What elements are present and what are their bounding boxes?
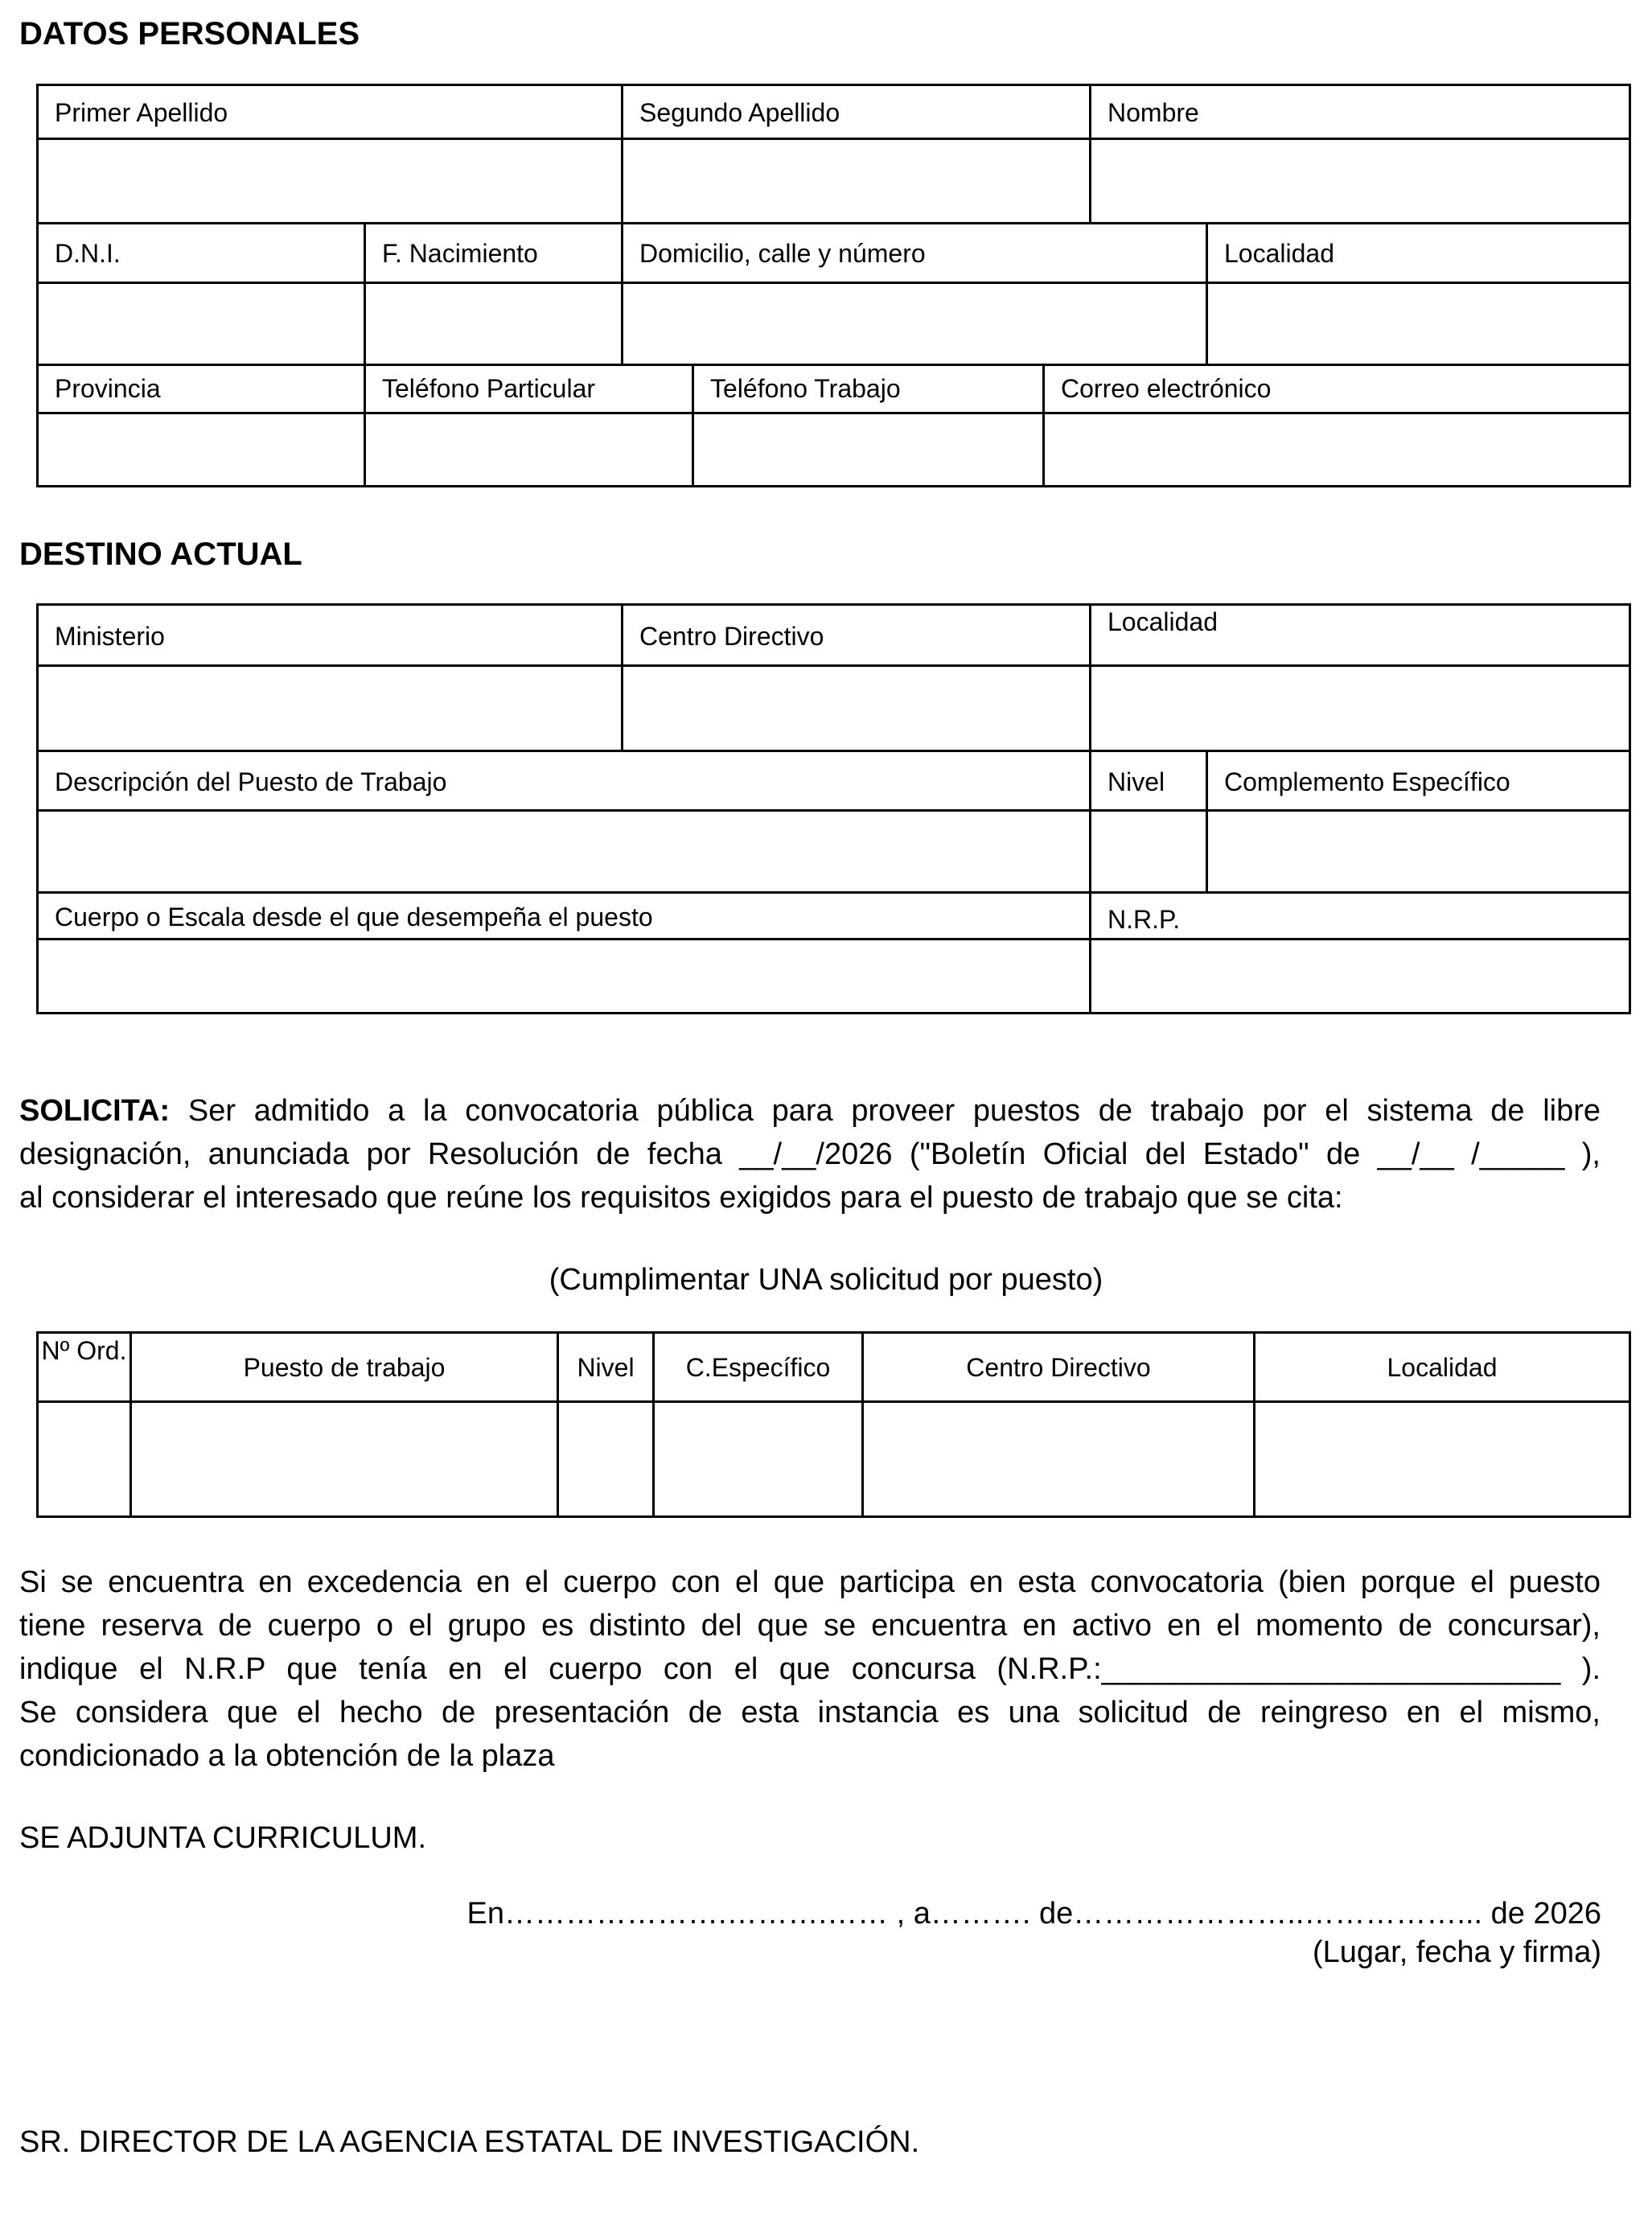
label-complemento-especifico: Complemento Específico (1224, 767, 1510, 796)
field-ministerio[interactable] (39, 667, 621, 750)
field-dni[interactable] (39, 284, 364, 364)
firma-caption: (Lugar, fecha y firma) (1312, 1935, 1601, 1969)
label-f-nacimiento: F. Nacimiento (382, 239, 538, 268)
table-rule (36, 1012, 1631, 1014)
label-correo: Correo electrónico (1061, 374, 1272, 403)
header-localidad: Localidad (1387, 1353, 1498, 1382)
excedencia-line-5: condicionado a la obtención de la plaza (19, 1739, 555, 1773)
field-puesto-centro-directivo[interactable] (864, 1403, 1253, 1515)
label-localidad: Localidad (1224, 239, 1334, 268)
label-primer-apellido: Primer Apellido (55, 98, 228, 127)
field-f-nacimiento[interactable] (366, 284, 621, 364)
field-segundo-apellido[interactable] (623, 140, 1089, 222)
field-nrp[interactable] (1091, 940, 1629, 1012)
field-correo[interactable] (1045, 414, 1629, 485)
excedencia-line-4: Se considera que el hecho de presentación de esta instancia es una solicitud de reingreso en el mismo, (19, 1696, 1601, 1729)
table-rule (36, 222, 1631, 224)
solicita-line-3: al considerar el interesado que reúne los requisitos exigidos para el puesto de trabajo que se cita: (19, 1181, 1343, 1215)
destino-section-title: DESTINO ACTUAL (19, 537, 302, 572)
table-rule (1629, 84, 1631, 487)
field-centro-directivo[interactable] (623, 667, 1089, 750)
table-rule (36, 485, 1631, 487)
field-localidad[interactable] (1208, 284, 1629, 364)
field-nivel[interactable] (1091, 812, 1206, 891)
solicita-note: (Cumplimentar UNA solicitud por puesto) (549, 1263, 1103, 1297)
table-rule (36, 1515, 1631, 1518)
solicita-line-1: Ser admitido a la convocatoria pública para proveer puestos de trabajo por el sistema de libre (170, 1094, 1601, 1128)
table-rule (1629, 603, 1631, 1014)
table-rule (36, 750, 1631, 752)
header-puesto-trabajo: Puesto de trabajo (243, 1353, 446, 1382)
label-nivel: Nivel (1107, 767, 1165, 796)
label-localidad-destino: Localidad (1107, 607, 1218, 636)
label-telefono-trabajo: Teléfono Trabajo (710, 374, 901, 403)
field-localidad-destino[interactable] (1091, 667, 1629, 750)
label-centro-directivo: Centro Directivo (639, 622, 824, 651)
excedencia-line-1: Si se encuentra en excedencia en el cuerpo con el que participa en esta convocatoria (bien porque el puesto (19, 1565, 1601, 1599)
table-rule (1629, 1331, 1631, 1518)
label-nrp: N.R.P. (1107, 905, 1181, 934)
table-rule (36, 891, 1631, 894)
field-telefono-particular[interactable] (366, 414, 692, 485)
label-provincia: Provincia (55, 374, 161, 403)
header-c-especifico: C.Específico (685, 1353, 831, 1382)
table-rule (36, 603, 1631, 606)
table-rule (36, 1331, 1631, 1334)
adjunta-curriculum: SE ADJUNTA CURRICULUM. (19, 1821, 427, 1855)
field-primer-apellido[interactable] (39, 140, 621, 222)
label-segundo-apellido: Segundo Apellido (639, 98, 840, 127)
excedencia-paragraph (19, 1561, 1601, 1778)
firma-line: En………………….……….…… , a………. de…………………..……………... de 2026 (466, 1897, 1601, 1931)
header-n-ord: Nº Ord. (41, 1336, 127, 1365)
field-provincia[interactable] (39, 414, 364, 485)
label-nombre: Nombre (1107, 98, 1199, 127)
excedencia-line-2: tiene reserva de cuerpo o el grupo es distinto del que se encuentra en activo en el momento de concursar), (19, 1609, 1601, 1643)
field-puesto-trabajo[interactable] (132, 1403, 557, 1515)
excedencia-line-3: indique el N.R.P que tenía en el cuerpo con el que concursa (N.R.P.:___________________________ ). (19, 1652, 1601, 1686)
label-telefono-particular: Teléfono Particular (382, 374, 596, 403)
label-cuerpo-escala: Cuerpo o Escala desde el que desempeña el puesto (55, 903, 653, 931)
table-rule (36, 364, 1631, 366)
field-complemento-especifico[interactable] (1208, 812, 1629, 891)
field-nombre[interactable] (1091, 140, 1629, 222)
label-dni: D.N.I. (55, 239, 121, 268)
solicita-label: SOLICITA: (19, 1094, 171, 1128)
label-descripcion-puesto: Descripción del Puesto de Trabajo (55, 767, 447, 796)
solicita-line-2: designación, anunciada por Resolución de fecha __/__/2026 ("Boletín Oficial del Estado" de __/__ /_____ ), (19, 1137, 1601, 1171)
field-descripcion-puesto[interactable] (39, 812, 1089, 891)
label-ministerio: Ministerio (55, 622, 165, 651)
field-domicilio[interactable] (623, 284, 1206, 364)
label-domicilio: Domicilio, calle y número (639, 239, 926, 268)
solicita-paragraph (19, 1089, 1601, 1219)
destinatario: SR. DIRECTOR DE LA AGENCIA ESTATAL DE INVESTIGACIÓN. (19, 2125, 920, 2159)
table-rule (36, 84, 1631, 86)
field-puesto-nivel[interactable] (559, 1403, 652, 1515)
field-c-especifico[interactable] (655, 1403, 861, 1515)
field-telefono-trabajo[interactable] (694, 414, 1042, 485)
personal-section-title: DATOS PERSONALES (19, 16, 360, 51)
header-nivel: Nivel (577, 1353, 635, 1382)
field-n-ord[interactable] (39, 1403, 129, 1515)
field-puesto-localidad[interactable] (1255, 1403, 1629, 1515)
header-centro-directivo: Centro Directivo (966, 1353, 1151, 1382)
field-cuerpo-escala[interactable] (39, 940, 1089, 1012)
